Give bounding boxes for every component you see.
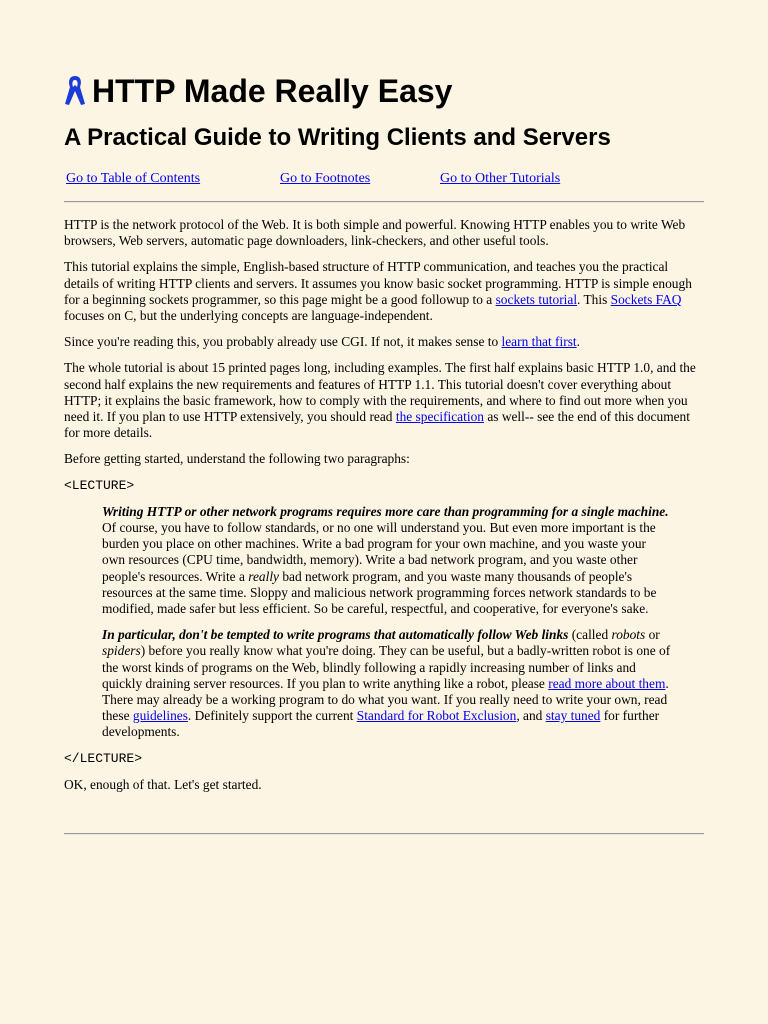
lecture-blockquote: [102, 504, 672, 741]
ribbon-icon: [64, 74, 86, 108]
lecture-emphasis: In particular, don't be tempted to write programs that automatically follow Web links: [102, 627, 569, 643]
lecture-close-tag: </LECTURE>: [64, 750, 143, 766]
text: Since you're reading this, you probably already use CGI. If not, it makes sense to: [64, 334, 502, 350]
nav-links: [0, 170, 768, 190]
page-title: HTTP Made Really Easy: [92, 73, 453, 109]
divider-top: [64, 201, 704, 203]
divider-bottom: [64, 833, 704, 835]
sockets-tutorial-link[interactable]: sockets tutorial: [495, 291, 578, 307]
lecture-emphasis: Writing HTTP or other network programs requires more care than programming for a single machine.: [102, 503, 669, 519]
specification-link[interactable]: the specification: [395, 409, 484, 425]
before-paragraph: Before getting started, understand the following two paragraphs:: [64, 451, 410, 467]
main-content: [64, 217, 704, 803]
text: Of course, you have to follow standards, or no one will understand you. But even more important is the burden you place on other machines. Write a bad program for your own machine, and you waste your own resources (CPU time, bandwidth, memory). Write a bad network program, and you waste other people's resources. Write a: [102, 520, 656, 584]
tutorial-paragraph: [64, 259, 704, 324]
toc-link[interactable]: Go to Table of Contents: [66, 171, 201, 186]
text: .: [576, 334, 580, 350]
text: The whole tutorial is about 15 printed pages long, including examples. The first half explains basic HTTP 1.0, and the second half explains the new requirements and features of HTTP 1.1. This tutorial doesn't cover everything about HTTP; it explains the basic framework, how to comply with the requirements, and where to find out more when you need it. If you plan to use HTTP extensively, you should read: [64, 360, 696, 425]
text: ) before you really know what you're doing. They can be useful, but a badly-written robot is one of the worst kinds of programs on the Web, blindly following a rapidly increasing number of links and quickly draining server resources. If you plan to write anything like a robot, please: [102, 643, 671, 691]
emphasis: robots: [611, 627, 646, 643]
title-row: [64, 72, 452, 110]
text: . There may already be a working program to do what you want. If you really need to write your own, read these: [102, 675, 669, 724]
cgi-paragraph: [64, 334, 704, 350]
stay-tuned-link[interactable]: stay tuned: [545, 708, 601, 724]
text: This tutorial explains the simple, English-based structure of HTTP communication, and teaches you the practical details of writing HTTP clients and servers. It assumes you know basic socket programming. HTTP is simple enough for a beginning sockets programmer, so this page might be a good followup to a: [64, 259, 692, 307]
text: (called: [568, 627, 612, 643]
intro-paragraph: HTTP is the network protocol of the Web. It is both simple and powerful. Knowing HTTP enables you to write Web browsers, Web servers, automatic page downloaders, link-checkers, and other useful tools.: [64, 217, 686, 249]
text: for further developments.: [102, 708, 660, 740]
text: focuses on C, but the underlying concepts are language-independent.: [64, 308, 433, 324]
robots-info-link[interactable]: read more about them: [548, 675, 666, 691]
lecture-open-tag: <LECTURE>: [64, 477, 135, 493]
length-paragraph: [64, 360, 704, 441]
footnotes-link[interactable]: Go to Footnotes: [280, 171, 371, 186]
page-subtitle: A Practical Guide to Writing Clients and Servers: [64, 124, 611, 151]
closing-paragraph: OK, enough of that. Let's get started.: [64, 776, 262, 792]
learn-cgi-link[interactable]: learn that first: [501, 334, 577, 350]
text: or: [645, 627, 660, 643]
text: . Definitely support the current: [187, 708, 357, 724]
other-tutorials-link[interactable]: Go to Other Tutorials: [440, 171, 561, 186]
text: . This: [577, 291, 611, 307]
lecture-paragraph-1: [102, 504, 672, 617]
sockets-faq-link[interactable]: Sockets FAQ: [610, 291, 682, 307]
lecture-paragraph-2: [102, 627, 672, 740]
guidelines-link[interactable]: guidelines: [132, 708, 188, 724]
emphasis: really: [248, 568, 280, 584]
emphasis: spiders: [102, 643, 141, 659]
text: bad network program, and you waste many thousands of people's resources at the same time. Sloppy and malicious network programming forces network standards to be modified, made safer but less efficient. So be careful, respectful, and cooperative, for everyone's sake.: [102, 568, 657, 617]
text: , and: [516, 708, 546, 724]
text: as well-- see the end of this document for more details.: [64, 409, 690, 441]
robot-exclusion-link[interactable]: Standard for Robot Exclusion: [356, 708, 517, 724]
